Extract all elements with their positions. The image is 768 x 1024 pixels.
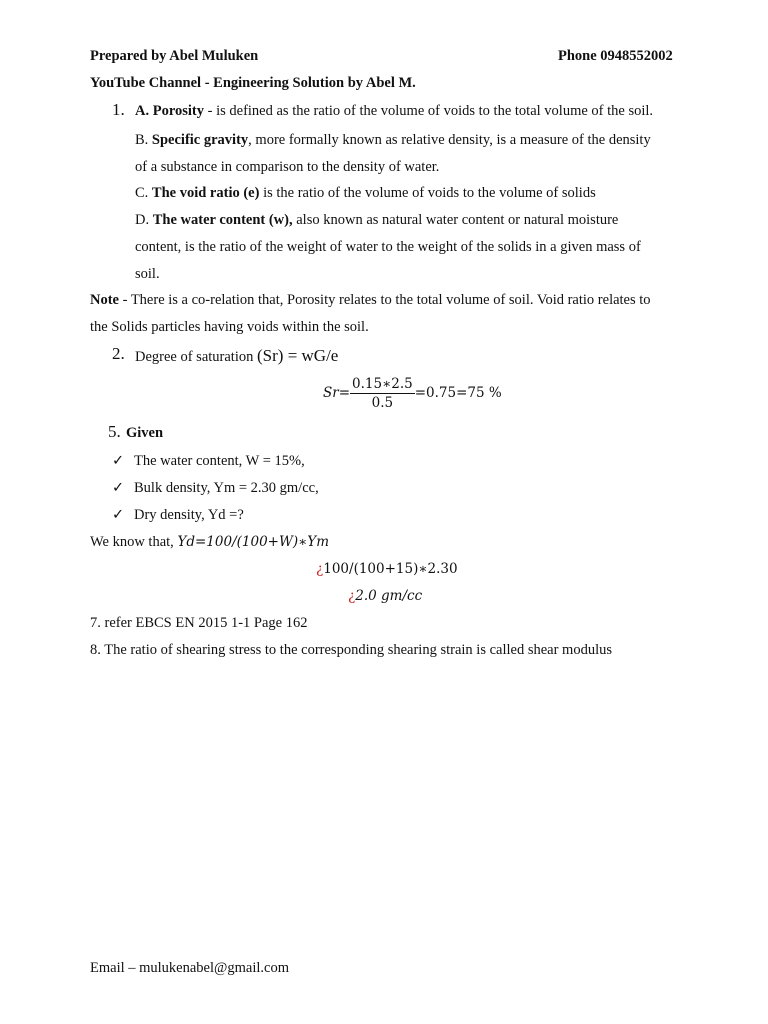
checkmark-icon: ✓ (112, 480, 125, 496)
note-text-1: - There is a co-relation that, Porosity relates to the total volume of soil. Void ratio relates to (119, 292, 651, 308)
q1-a (135, 101, 653, 121)
q5-number: 5. (108, 422, 121, 441)
note-label: Note (90, 292, 119, 308)
eq-denominator: 0.5 (371, 395, 394, 411)
eq-rhs: =0.75=75 % (414, 385, 502, 401)
given-item: ✓ The water content, W = 15%, (112, 453, 305, 469)
given-item: ✓ Dry density, Yd =? (112, 507, 244, 523)
q1-b (135, 130, 651, 150)
q1-b-prefix: B. (135, 132, 152, 148)
prepared-by: Prepared by Abel Muluken (90, 48, 259, 64)
q1-number: 1. (112, 100, 125, 119)
note-text-2: the Solids particles having voids within the soil. (90, 319, 369, 335)
q2-number: 2. (112, 344, 125, 363)
q5-label: Given (126, 425, 164, 441)
dry-density-formula: Yd=100/(100+W)∗Ym (177, 534, 329, 550)
q1-d-text-2: content, is the ratio of the weight of water to the weight of the solids in a given mass of (135, 239, 641, 255)
q1-d-text-3: soil. (135, 266, 160, 282)
q1-b-label: Specific gravity (151, 132, 249, 148)
dry-density-step-1: ¿100/(100+15)∗2.30 (316, 561, 458, 577)
q2-text: Degree of saturation (135, 349, 257, 365)
q2-line (135, 346, 338, 367)
q1-b-text-2: of a substance in comparison to the density of water. (135, 159, 440, 175)
given-item: ✓ Bulk density, Ym = 2.30 gm/cc, (112, 480, 319, 496)
q1-d-text-1: also known as natural water content or natural moisture (292, 212, 619, 228)
dry-density-result: ¿2.0 gm/cc (348, 588, 423, 604)
eq-lhs: Sr= (323, 385, 351, 401)
q1-d-label: The water content (w), (152, 212, 293, 228)
q1-a-text: - is defined as the ratio of the volume of voids to the total volume of the soil. (204, 103, 654, 119)
eq-fraction (350, 375, 415, 412)
q2-formula: (Sr) = wG/e (257, 346, 339, 365)
we-know-line (90, 532, 329, 552)
checkmark-icon: ✓ (112, 453, 125, 469)
q1-d-prefix: D. (135, 212, 153, 228)
checkmark-icon: ✓ (112, 507, 125, 523)
q1-c-text: is the ratio of the volume of voids to the volume of solids (259, 185, 596, 201)
q1-c (135, 183, 596, 203)
phone-number: Phone 0948552002 (558, 48, 673, 64)
error-mark: ¿ (348, 588, 356, 604)
youtube-channel: YouTube Channel - Engineering Solution by Abel M. (90, 75, 416, 91)
q1-d (135, 210, 618, 230)
note (90, 290, 651, 310)
error-mark: ¿ (316, 561, 324, 577)
eq-numerator: 0.15∗2.5 (352, 376, 413, 392)
q1-a-label: A. Porosity (135, 103, 205, 119)
q8-text: 8. The ratio of shearing stress to the corresponding shearing strain is called shear modulus (90, 642, 613, 658)
footer-email: Email – mulukenabel@gmail.com (90, 960, 289, 976)
q1-b-text-1: , more formally known as relative density, is a measure of the density (248, 132, 651, 148)
q7-text: 7. refer EBCS EN 2015 1-1 Page 162 (90, 615, 308, 631)
q1-c-prefix: C. (135, 185, 152, 201)
q1-c-label: The void ratio (e) (151, 185, 260, 201)
saturation-equation (323, 374, 502, 412)
we-know-text: We know that, (90, 534, 178, 550)
